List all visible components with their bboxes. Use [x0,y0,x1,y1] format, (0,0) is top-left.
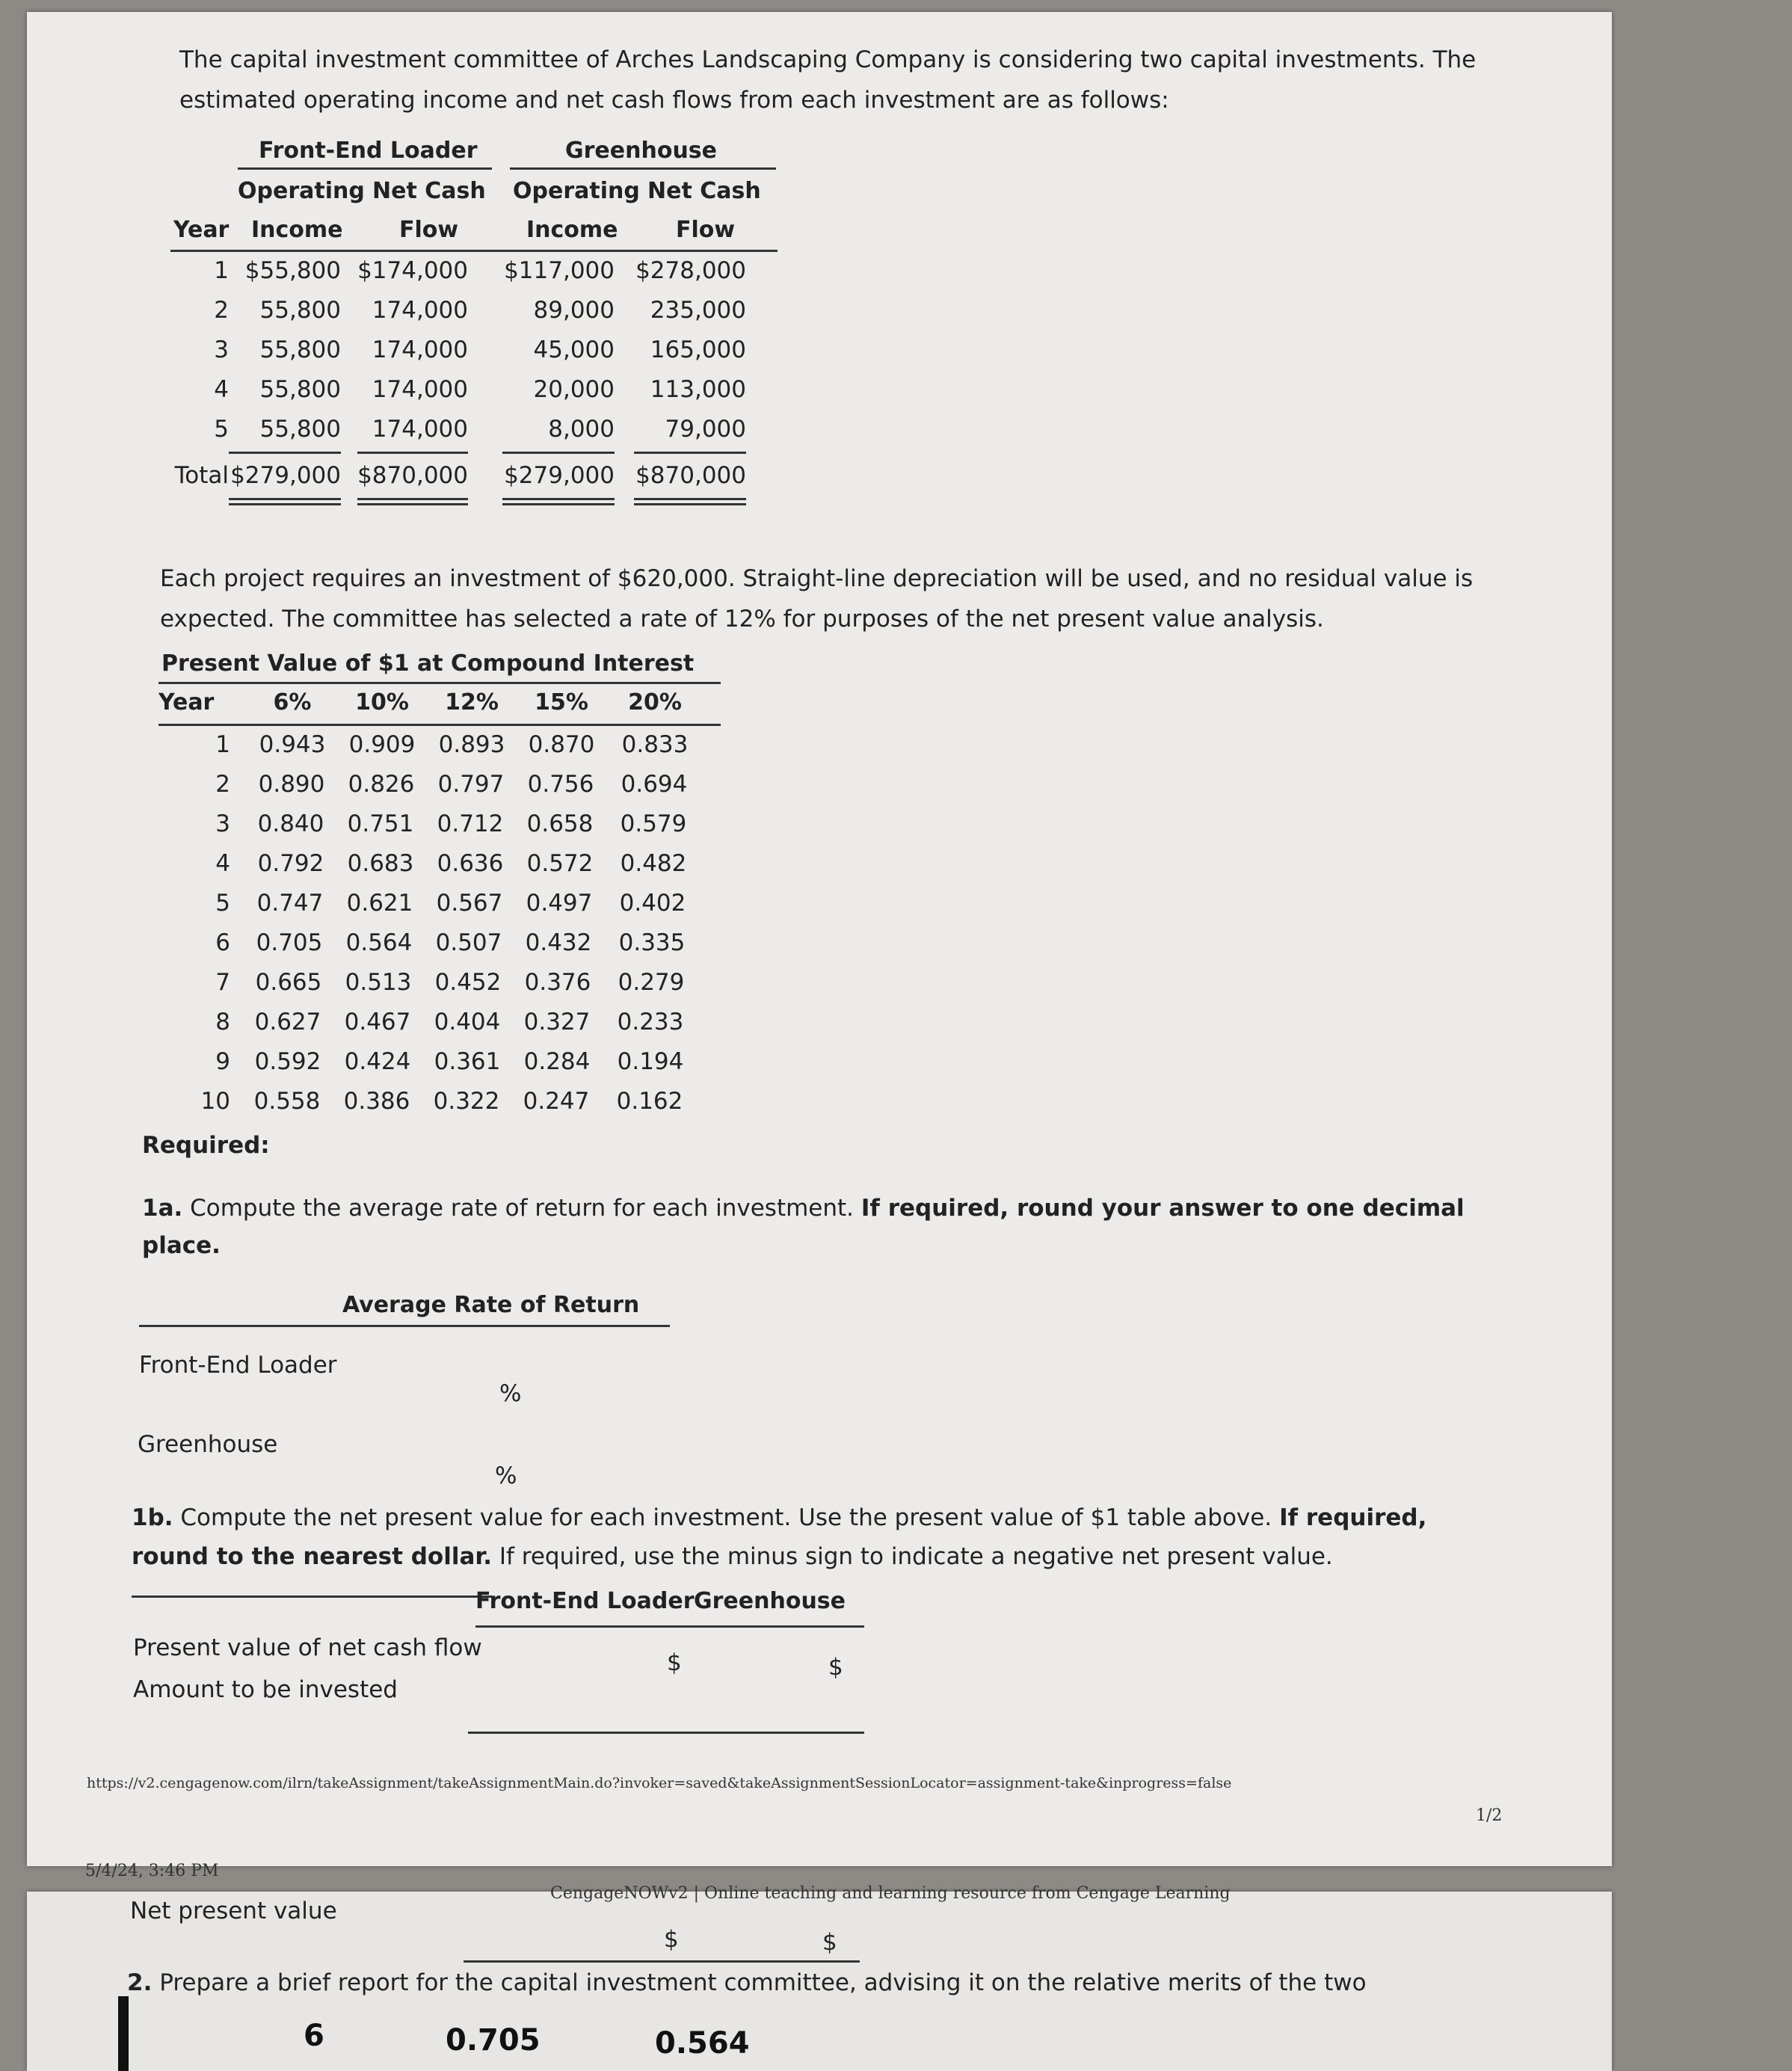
npv-dollar-greenhouse: $ [828,1654,843,1681]
npv-dollar-loader: $ [667,1649,682,1676]
pv-factor-cell: 0.833 [621,731,689,758]
pv-factor-cell: 0.467 [344,1009,411,1036]
arr-label-greenhouse: Greenhouse [138,1431,278,1458]
cash-value-cell: 8,000 [548,416,615,443]
npv-header-loader: Front-End Loader [475,1588,695,1614]
pv-factor-cell: 0.194 [617,1048,684,1075]
cash-year-cell: 1 [214,257,229,284]
pv-factor-cell: 0.507 [435,929,502,956]
group-header-greenhouse: Greenhouse [565,138,717,164]
cash-year-cell: 2 [214,297,229,324]
q1a-instruction: If required, round your answer to one decimal [860,1195,1465,1222]
pv-year-cell: 7 [215,969,230,996]
pv-factor-cell: 0.284 [523,1048,591,1075]
q2-number: 2. [127,1969,153,1996]
pv-factor-cell: 0.233 [617,1009,684,1036]
cash-value-cell: 89,000 [533,297,615,324]
cash-value-cell: 20,000 [533,376,615,403]
pv-year-cell: 2 [215,771,230,798]
pv-factor-cell: 0.482 [620,850,687,877]
pv-col-header-year: Year [158,689,215,716]
q1b-text: Compute the net present value for each investment. Use the present value of $1 table above. [180,1504,1272,1531]
footer-page-number: 1/2 [1476,1806,1503,1825]
pv-factor-cell: 0.797 [437,771,505,798]
pv-year-cell: 4 [215,850,230,877]
pv-factor-cell: 0.327 [523,1009,591,1036]
pv-factor-cell: 0.564 [345,929,413,956]
pv-factor-cell: 0.756 [527,771,594,798]
question-1a [142,1189,1465,1228]
q1a-text: Compute the average rate of return for each investment. [190,1195,855,1222]
pv-factor-cell: 0.376 [524,969,591,996]
question-2 [127,1963,1367,2002]
pv-factor-cell: 0.694 [621,771,688,798]
total-cell: $279,000 [230,462,341,489]
col-sub-header: Net Cash [372,178,486,204]
q1b-text-2: If required, use the minus sign to indicate a negative net present value. [499,1543,1333,1570]
arr-unit-loader: % [499,1380,522,1407]
col-header-year: Year [173,217,230,243]
pv-table-title: Present Value of $1 at Compound Interest [161,650,695,677]
npv-label-invested: Amount to be invested [133,1676,398,1703]
document-page-2 [27,1884,1612,2071]
col-sub-header: Operating [513,178,640,204]
pv-year-cell: 5 [215,890,230,917]
pv-factor-cell: 0.826 [348,771,415,798]
cash-value-cell: 174,000 [372,336,468,363]
pv-year-cell: 8 [215,1009,230,1036]
q2-text: Prepare a brief report for the capital investment committee, advising it on the relative merits of the two [159,1969,1367,1996]
total-label: Total [174,462,229,489]
col-header: Flow [399,217,459,243]
npv-header-greenhouse: Greenhouse [694,1588,846,1614]
pv-factor-cell: 0.386 [343,1088,410,1115]
cash-year-cell: 5 [214,416,229,443]
pv-col-header-rate: 12% [445,689,499,716]
pv-factor-cell: 0.432 [525,929,592,956]
pv-factor-cell: 0.636 [437,850,504,877]
pv-factor-cell: 0.909 [348,731,416,758]
pv-factor-cell: 0.322 [433,1088,500,1115]
cash-value-cell: 113,000 [650,376,746,403]
cash-value-cell: 174,000 [372,416,468,443]
cash-value-cell: 55,800 [259,297,341,324]
pv-year-cell: 6 [215,929,230,956]
investment-line-2: expected. The committee has selected a rate of 12% for purposes of the net present value analysis. [160,606,1324,633]
pv-factor-cell: 0.335 [618,929,686,956]
cash-value-cell: $55,800 [244,257,341,284]
total-cell: $870,000 [357,462,468,489]
q1b-instruction-2: round to the nearest dollar. [132,1543,493,1570]
pv-col-header-rate: 10% [355,689,409,716]
pv-input-greenhouse[interactable] [846,1649,884,1679]
pv-factor-cell: 0.452 [434,969,502,996]
q1b-number: 1b. [132,1504,173,1531]
footer-url: https://v2.cengagenow.com/ilrn/takeAssignment/takeAssignmentMain.do?invoker=saved&takeAssignmentSessionLocator=assignment-take&inprogress=false [87,1775,1232,1791]
document-page-1 [27,12,1612,1880]
group-header-loader: Front-End Loader [259,138,478,164]
pv-input-loader[interactable] [685,1645,782,1675]
pv-factor-cell: 0.497 [526,890,593,917]
pv-col-header-rate: 20% [628,689,682,716]
pv-factor-cell: 0.792 [257,850,324,877]
pv-factor-cell: 0.890 [258,771,325,798]
cash-value-cell: 45,000 [533,336,615,363]
pv-factor-cell: 0.658 [526,810,594,837]
cash-value-cell: 55,800 [259,336,341,363]
cash-value-cell: 55,800 [259,416,341,443]
cash-value-cell: 165,000 [650,336,746,363]
q1a-number: 1a. [142,1195,183,1222]
pv-factor-cell: 0.747 [256,890,324,917]
arr-header: Average Rate of Return [342,1292,640,1318]
required-label: Required: [142,1132,270,1159]
pv-col-header-rate: 15% [535,689,588,716]
intro-line-2: estimated operating income and net cash flows from each investment are as follows: [179,87,1169,114]
cash-value-cell: $117,000 [504,257,615,284]
q1a-instruction-2: place. [142,1232,221,1259]
invested-input-loader[interactable] [475,1687,670,1717]
pv-factor-cell: 0.279 [618,969,685,996]
npv-label-pv: Present value of net cash flow [133,1634,482,1661]
pv-factor-cell: 0.621 [346,890,413,917]
question-1b-line-2 [132,1537,1333,1576]
col-sub-header: Operating [238,178,365,204]
page2-datetime: 5/4/24, 3:46 PM [85,1862,219,1880]
intro-line-1: The capital investment committee of Arches Landscaping Company is considering two capital investments. The [179,46,1477,73]
pv-factor-cell: 0.627 [254,1009,321,1036]
bleed-value: 0.564 [655,2026,750,2061]
arr-unit-greenhouse: % [495,1462,517,1489]
npv-total-dollar-greenhouse: $ [822,1929,837,1956]
pv-factor-cell: 0.247 [523,1088,590,1115]
pv-factor-cell: 0.424 [344,1048,411,1075]
pv-col-header-rate: 6% [273,689,312,716]
pv-year-cell: 3 [215,810,230,837]
page2-site-title: CengageNOWv2 | Online teaching and learning resource from Cengage Learning [550,1884,1231,1903]
pv-factor-cell: 0.893 [438,731,505,758]
pv-factor-cell: 0.567 [436,890,503,917]
cash-year-cell: 4 [214,376,229,403]
npv-total-label: Net present value [130,1898,337,1924]
pv-year-cell: 9 [215,1048,230,1075]
pv-factor-cell: 0.404 [434,1009,501,1036]
cash-value-cell: 174,000 [372,297,468,324]
npv-input-greenhouse[interactable] [840,1924,878,1954]
arr-label-loader: Front-End Loader [139,1352,337,1379]
cash-value-cell: 55,800 [259,376,341,403]
cash-value-cell: 79,000 [665,416,746,443]
pv-factor-cell: 0.751 [347,810,414,837]
pv-factor-cell: 0.592 [254,1048,321,1075]
col-header: Income [251,217,343,243]
bleed-digit: 6 [304,2019,324,2053]
pv-factor-cell: 0.705 [256,929,323,956]
pv-factor-cell: 0.513 [345,969,412,996]
cash-value-cell: $278,000 [635,257,746,284]
pv-factor-cell: 0.870 [528,731,595,758]
total-cell: $870,000 [635,462,746,489]
pv-factor-cell: 0.361 [434,1048,501,1075]
pv-factor-cell: 0.558 [253,1088,321,1115]
question-1b [132,1498,1426,1537]
npv-total-dollar-loader: $ [664,1926,679,1953]
pv-year-cell: 10 [200,1088,230,1115]
pv-factor-cell: 0.683 [347,850,414,877]
bleed-value: 0.705 [446,2023,541,2058]
cash-value-cell: 235,000 [650,297,746,324]
col-header: Flow [676,217,736,243]
pv-factor-cell: 0.665 [255,969,322,996]
pv-year-cell: 1 [215,731,230,758]
pv-factor-cell: 0.840 [257,810,324,837]
col-header: Income [526,217,618,243]
investment-line-1: Each project requires an investment of $620,000. Straight-line depreciation will be used, and no residual value is [160,565,1474,592]
pv-factor-cell: 0.712 [437,810,504,837]
cash-year-cell: 3 [214,336,229,363]
pv-factor-cell: 0.943 [259,731,326,758]
total-cell: $279,000 [504,462,615,489]
invested-input-greenhouse[interactable] [685,1690,864,1720]
npv-input-loader[interactable] [682,1921,786,1951]
pv-factor-cell: 0.402 [619,890,686,917]
table-shadow-edge [118,1996,129,2071]
pv-factor-cell: 0.579 [620,810,687,837]
pv-factor-cell: 0.162 [616,1088,683,1115]
col-sub-header: Net Cash [647,178,761,204]
cash-value-cell: $174,000 [357,257,468,284]
q1b-instruction: If required, [1279,1504,1427,1531]
arr-input-loader[interactable] [348,1376,498,1406]
cash-value-cell: 174,000 [372,376,468,403]
pv-factor-cell: 0.572 [526,850,594,877]
arr-input-greenhouse[interactable] [345,1458,495,1488]
